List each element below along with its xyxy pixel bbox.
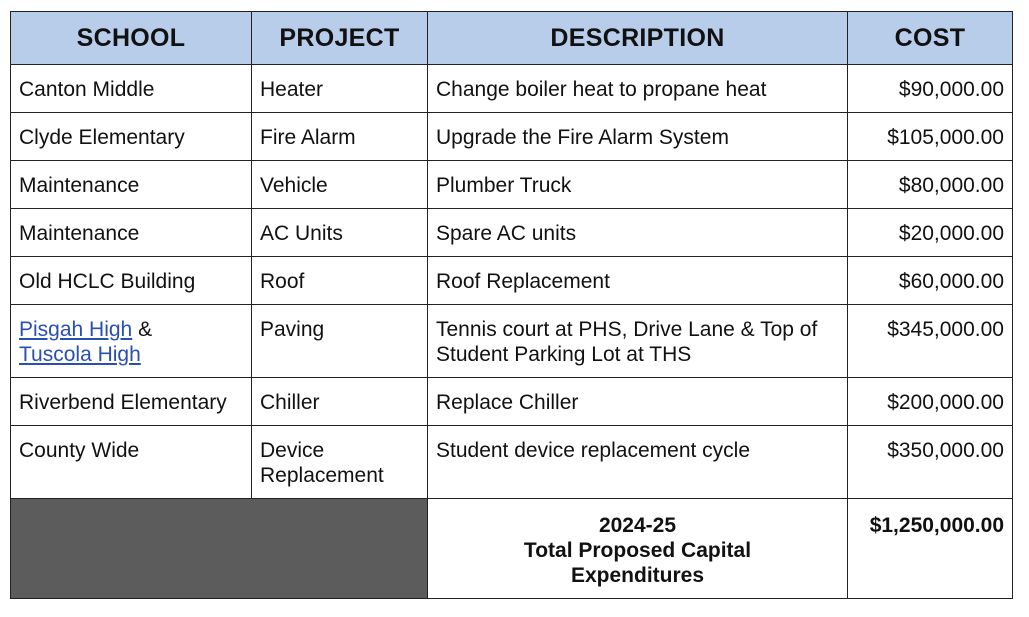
- table-row: [11, 426, 1013, 499]
- description-cell: Spare AC units: [428, 209, 848, 257]
- total-cost-cell: $1,250,000.00: [848, 499, 1013, 599]
- table-row: [11, 161, 1013, 209]
- cost-cell: $20,000.00: [848, 209, 1013, 257]
- school-cell: [11, 305, 252, 378]
- school-cell: Old HCLC Building: [11, 257, 252, 305]
- project-cell: Vehicle: [252, 161, 428, 209]
- header-cost: COST: [848, 12, 1013, 65]
- description-cell: Tennis court at PHS, Drive Lane & Top of Student Parking Lot at THS: [428, 305, 848, 378]
- school-cell: Canton Middle: [11, 65, 252, 113]
- table-row: [11, 65, 1013, 113]
- table-row: [11, 378, 1013, 426]
- total-year: 2024-25: [598, 514, 677, 537]
- school-cell: County Wide: [11, 426, 252, 499]
- total-label: Total Proposed Capital Expenditures: [523, 539, 752, 587]
- cost-cell: $90,000.00: [848, 65, 1013, 113]
- total-label-cell: [428, 499, 848, 599]
- header-description: DESCRIPTION: [428, 12, 848, 65]
- table-row: [11, 113, 1013, 161]
- description-cell: Student device replacement cycle: [428, 426, 848, 499]
- header-school: SCHOOL: [11, 12, 252, 65]
- project-cell: AC Units: [252, 209, 428, 257]
- project-cell: Heater: [252, 65, 428, 113]
- description-cell: Roof Replacement: [428, 257, 848, 305]
- project-cell: Chiller: [252, 378, 428, 426]
- project-cell: Roof: [252, 257, 428, 305]
- description-cell: Upgrade the Fire Alarm System: [428, 113, 848, 161]
- project-cell: Device Replacement: [252, 426, 428, 499]
- capital-expenditures-table: [10, 11, 1013, 599]
- cost-cell: $80,000.00: [848, 161, 1013, 209]
- tuscola-high-link[interactable]: Tuscola High: [19, 343, 141, 366]
- pisgah-high-link[interactable]: Pisgah High: [19, 318, 133, 341]
- school-cell: Riverbend Elementary: [11, 378, 252, 426]
- cost-cell: $350,000.00: [848, 426, 1013, 499]
- cost-cell: $60,000.00: [848, 257, 1013, 305]
- description-cell: Change boiler heat to propane heat: [428, 65, 848, 113]
- cost-cell: $345,000.00: [848, 305, 1013, 378]
- project-cell: Fire Alarm: [252, 113, 428, 161]
- description-cell: Replace Chiller: [428, 378, 848, 426]
- table-row: [11, 257, 1013, 305]
- school-joiner: &: [132, 318, 153, 341]
- header-row: [11, 12, 1013, 65]
- cost-cell: $105,000.00: [848, 113, 1013, 161]
- school-cell: Clyde Elementary: [11, 113, 252, 161]
- school-cell: Maintenance: [11, 209, 252, 257]
- header-project: PROJECT: [252, 12, 428, 65]
- total-row: [11, 499, 1013, 599]
- description-cell: Plumber Truck: [428, 161, 848, 209]
- total-filler-block: [11, 499, 428, 599]
- school-cell: Maintenance: [11, 161, 252, 209]
- table-row: [11, 209, 1013, 257]
- project-cell: Paving: [252, 305, 428, 378]
- table-row: [11, 305, 1013, 378]
- cost-cell: $200,000.00: [848, 378, 1013, 426]
